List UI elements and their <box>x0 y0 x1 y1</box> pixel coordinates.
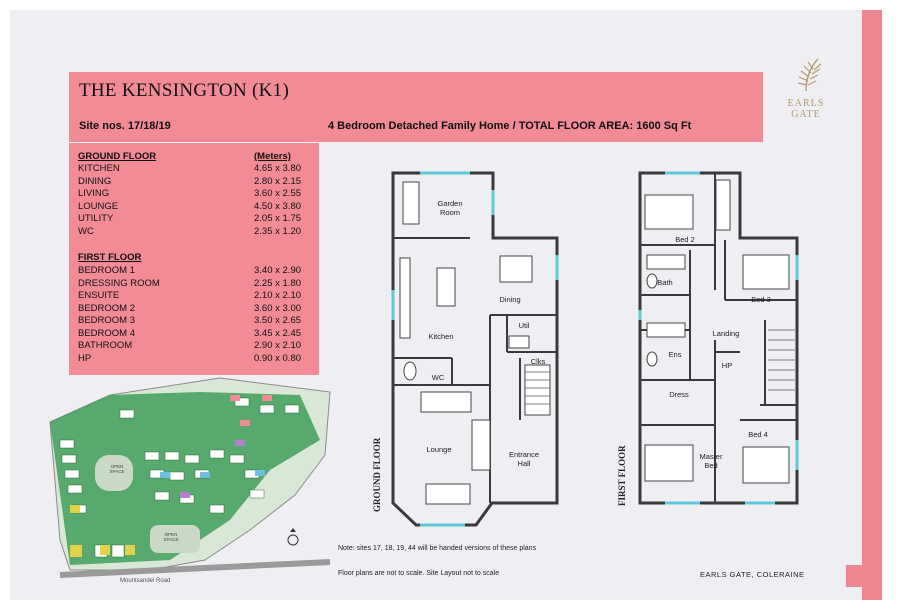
util-label: Util <box>518 321 530 330</box>
bed2-label: Bed 2 <box>675 235 695 244</box>
entrance-hall-label: Entrance Hall <box>508 450 540 468</box>
house-description: 4 Bedroom Detached Family Home / TOTAL FLOOR AREA: 1600 Sq Ft <box>328 120 692 132</box>
ground-floor-caption: GROUND FLOOR <box>372 437 382 512</box>
road-name: Mountsandel Road <box>120 578 171 584</box>
units-heading: (Meters) <box>254 151 291 162</box>
wc-label: WC <box>431 373 445 382</box>
scale-note: Floor plans are not to scale. Site Layout not to scale <box>338 570 500 577</box>
hp-label: HP <box>721 361 733 370</box>
first-floor-heading: FIRST FLOOR <box>78 252 142 263</box>
logo-line-2: GATE <box>791 109 821 120</box>
room-row: ENSUITE 2.10 x 2.10 <box>78 290 302 301</box>
ground-floor-heading: GROUND FLOOR <box>78 151 157 162</box>
clks-label: Clks <box>530 357 546 366</box>
site-numbers: Site nos. 17/18/19 <box>79 120 171 132</box>
dress-label: Dress <box>669 390 689 399</box>
north-arrow-icon <box>288 528 298 545</box>
room-row: BEDROOM 4 3.45 x 2.45 <box>78 327 302 339</box>
open-space-label-2: OPEN SPACE <box>163 532 179 542</box>
dining-label: Dining <box>499 295 521 304</box>
room-row: BEDROOM 1 3.40 x 2.90 <box>78 265 302 276</box>
house-title: THE KENSINGTON (K1) <box>79 80 290 101</box>
room-row: LOUNGE 4.50 x 3.80 <box>78 200 302 212</box>
room-row: LIVING 3.60 x 2.55 <box>78 188 302 199</box>
garden-room-label: Garden Room <box>437 199 463 217</box>
room-row: BATHROOM 2.90 x 2.10 <box>78 340 302 351</box>
bed3-label: Bed 3 <box>751 295 771 304</box>
logo-line-1: EARLS <box>787 98 825 109</box>
site-layout-map <box>50 378 330 575</box>
footer-location: EARLS GATE, COLERAINE <box>700 570 805 579</box>
room-row: UTILITY 2.05 x 1.75 <box>78 213 302 224</box>
room-row: DINING 2.80 x 2.15 <box>78 175 302 187</box>
kitchen-label: Kitchen <box>428 332 454 341</box>
ens-label: Ens <box>668 350 682 359</box>
handed-note: Note: sites 17, 18, 19, 44 will be handed versions of these plans <box>338 545 537 552</box>
room-row: BEDROOM 2 3.60 x 3.00 <box>78 302 302 314</box>
room-row: DRESSING ROOM 2.25 x 1.80 <box>78 277 302 289</box>
room-row: BEDROOM 3 3.50 x 2.65 <box>78 315 302 326</box>
lounge-label: Lounge <box>426 445 452 454</box>
open-space-label: OPEN SPACE <box>109 464 125 474</box>
bed4-label: Bed 4 <box>748 430 768 439</box>
first-floor-caption: FIRST FLOOR <box>617 445 627 506</box>
landing-label: Landing <box>712 329 740 338</box>
room-row: WC 2.35 x 1.20 <box>78 225 302 237</box>
room-row: KITCHEN 4.65 x 3.80 <box>78 163 302 174</box>
master-bed-label: Master Bed <box>699 452 723 470</box>
room-row: HP 0.90 x 0.80 <box>78 352 302 364</box>
bath-label: Bath <box>657 278 673 287</box>
